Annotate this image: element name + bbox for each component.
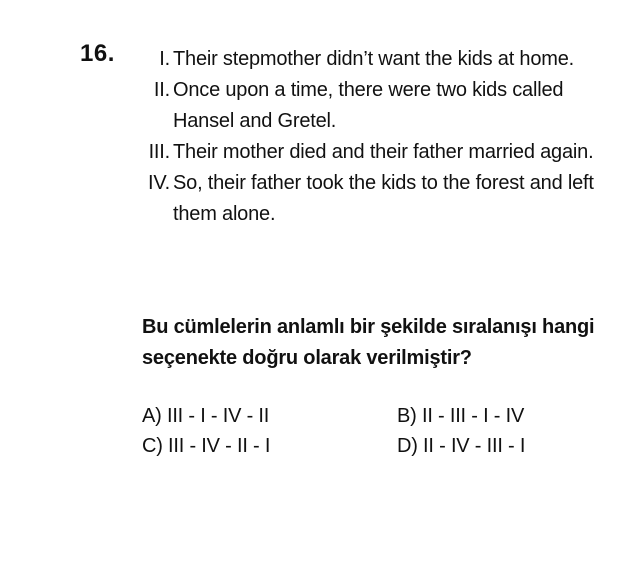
sentence-text: So, their father took the kids to the forest and left them alone. — [173, 172, 594, 225]
option-a[interactable]: A) III - I - IV - II — [142, 405, 270, 427]
sentence-item — [130, 44, 610, 75]
sentence-list — [130, 44, 610, 230]
sentence-text: Their stepmother didn’t want the kids at home. — [173, 48, 575, 70]
option-b[interactable]: B) II - III - I - IV — [397, 405, 525, 427]
sentence-numeral: IV. — [147, 172, 170, 194]
question-prompt: Bu cümlelerin anlamlı bir şekilde sıralanışı hangi seçenekte doğru olarak verilmiştir? — [142, 316, 595, 369]
sentence-numeral: I. — [159, 48, 170, 70]
answer-options — [142, 402, 602, 460]
sentence-numeral: II. — [153, 79, 170, 101]
sentence-numeral: III. — [148, 141, 170, 163]
option-d[interactable]: D) II - IV - III - I — [397, 435, 526, 457]
sentence-item — [130, 75, 610, 137]
sentence-text: Once upon a time, there were two kids called Hansel and Gretel. — [173, 79, 564, 132]
option-c[interactable]: C) III - IV - II - I — [142, 435, 271, 457]
sentence-item — [130, 137, 610, 168]
sentence-text: Their mother died and their father married again. — [173, 141, 594, 163]
question-number: 16. — [80, 40, 115, 67]
sentence-item — [130, 168, 610, 230]
